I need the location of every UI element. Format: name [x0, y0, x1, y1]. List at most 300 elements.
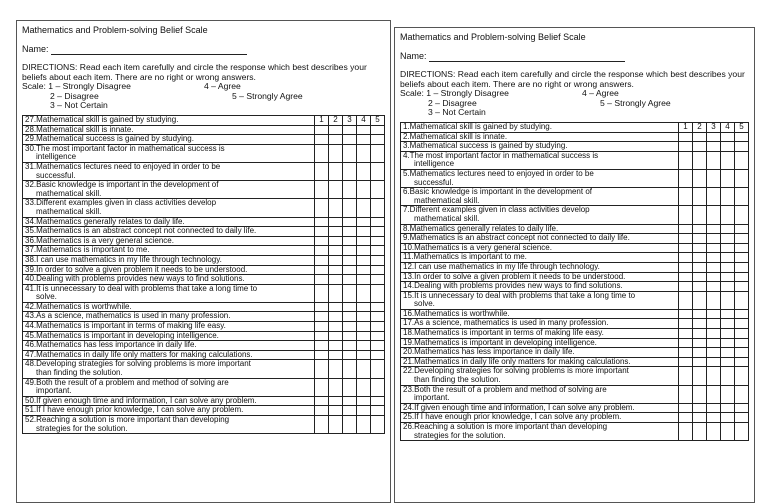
rating-cell-2[interactable] [693, 329, 707, 339]
rating-cell-5[interactable] [371, 331, 385, 341]
rating-cell-1[interactable] [315, 265, 329, 275]
rating-cell-2[interactable] [693, 423, 707, 441]
rating-cell-1[interactable] [679, 338, 693, 348]
rating-cell-3[interactable] [707, 385, 721, 403]
rating-cell-4[interactable] [357, 360, 371, 378]
rating-cell-4[interactable] [721, 188, 735, 206]
rating-cell-3[interactable] [343, 135, 357, 145]
rating-cell-4[interactable] [357, 236, 371, 246]
rating-cell-4[interactable] [721, 338, 735, 348]
rating-cell-4[interactable] [357, 406, 371, 416]
rating-cell-3[interactable] [707, 151, 721, 169]
rating-cell-5[interactable] [371, 416, 385, 434]
rating-cell-5[interactable]: 5 [371, 116, 385, 126]
rating-cell-5[interactable] [735, 385, 749, 403]
question-table [22, 115, 385, 434]
rating-cell-1[interactable]: 1 [315, 116, 329, 126]
rating-cell-1[interactable] [679, 309, 693, 319]
rating-cell-2[interactable] [693, 338, 707, 348]
statement-text: Mathematics is an abstract concept not connected to daily life. [36, 226, 257, 236]
rating-cell-2[interactable] [329, 135, 343, 145]
rating-cell-5[interactable] [371, 312, 385, 322]
rating-cell-2[interactable] [693, 348, 707, 358]
rating-cell-5[interactable] [735, 329, 749, 339]
rating-cell-1[interactable] [315, 162, 329, 180]
rating-cell-5[interactable] [735, 224, 749, 234]
rating-cell-4[interactable] [357, 284, 371, 302]
rating-cell-3[interactable] [707, 338, 721, 348]
item-number: 5. [403, 169, 410, 178]
rating-cell-1[interactable] [315, 341, 329, 351]
statement-line [403, 404, 677, 413]
rating-cell-3[interactable] [343, 144, 357, 162]
rating-cell-3[interactable] [343, 246, 357, 256]
rating-cell-4[interactable] [357, 255, 371, 265]
rating-cell-1[interactable]: 1 [679, 123, 693, 133]
rating-cell-1[interactable] [679, 403, 693, 413]
rating-cell-4[interactable] [357, 302, 371, 312]
rating-cell-4[interactable] [721, 367, 735, 385]
rating-cell-1[interactable] [679, 367, 693, 385]
rating-cell-4[interactable] [357, 144, 371, 162]
rating-cell-3[interactable] [707, 423, 721, 441]
rating-cell-3[interactable] [707, 132, 721, 142]
rating-cell-3[interactable] [343, 322, 357, 332]
rating-cell-2[interactable] [693, 224, 707, 234]
rating-cell-1[interactable] [315, 322, 329, 332]
rating-cell-5[interactable] [735, 272, 749, 282]
rating-cell-1[interactable] [315, 275, 329, 285]
rating-cell-2[interactable] [693, 291, 707, 309]
rating-cell-3[interactable]: 3 [343, 116, 357, 126]
rating-cell-4[interactable] [721, 234, 735, 244]
rating-cell-1[interactable] [679, 413, 693, 423]
rating-cell-4[interactable] [721, 329, 735, 339]
rating-cell-4[interactable] [721, 224, 735, 234]
rating-cell-3[interactable] [343, 378, 357, 396]
rating-cell-2[interactable] [329, 217, 343, 227]
rating-cell-5[interactable] [371, 378, 385, 396]
rating-cell-2[interactable] [693, 262, 707, 272]
rating-cell-3[interactable] [707, 291, 721, 309]
rating-cell-1[interactable] [679, 234, 693, 244]
rating-cell-1[interactable] [679, 272, 693, 282]
rating-cell-2[interactable] [329, 199, 343, 217]
rating-cell-4[interactable] [721, 282, 735, 292]
rating-cell-3[interactable] [343, 312, 357, 322]
rating-cell-2[interactable] [329, 360, 343, 378]
rating-cell-4[interactable] [721, 357, 735, 367]
statement-text: If I have enough prior knowledge, I can solve any problem. [36, 405, 244, 415]
statement-text: Mathematics in daily life only matters for making calculations. [414, 357, 631, 366]
rating-cell-3[interactable] [343, 162, 357, 180]
rating-cell-4[interactable]: 4 [357, 116, 371, 126]
rating-cell-5[interactable] [735, 282, 749, 292]
table-row [23, 116, 385, 126]
rating-cell-3[interactable] [707, 272, 721, 282]
rating-cell-3[interactable] [343, 217, 357, 227]
survey-page-left [16, 20, 391, 503]
rating-cell-1[interactable] [679, 329, 693, 339]
rating-cell-1[interactable] [679, 385, 693, 403]
table-row [23, 416, 385, 434]
rating-cell-2[interactable]: 2 [329, 116, 343, 126]
rating-cell-1[interactable] [679, 169, 693, 187]
rating-cell-2[interactable] [693, 142, 707, 152]
rating-cell-1[interactable] [315, 360, 329, 378]
rating-cell-2[interactable] [329, 181, 343, 199]
rating-cell-2[interactable] [693, 169, 707, 187]
rating-cell-4[interactable] [721, 206, 735, 224]
rating-cell-4[interactable] [721, 272, 735, 282]
rating-cell-1[interactable] [315, 199, 329, 217]
rating-cell-4[interactable] [357, 331, 371, 341]
rating-cell-5[interactable] [735, 169, 749, 187]
rating-cell-3[interactable] [343, 181, 357, 199]
rating-cell-5[interactable] [371, 406, 385, 416]
rating-cell-3[interactable] [707, 357, 721, 367]
rating-cell-4[interactable] [721, 169, 735, 187]
rating-cell-1[interactable] [679, 282, 693, 292]
rating-cell-5[interactable] [371, 275, 385, 285]
rating-cell-3[interactable] [707, 206, 721, 224]
rating-cell-5[interactable] [735, 234, 749, 244]
rating-cell-5[interactable] [735, 357, 749, 367]
item-number: 30. [25, 144, 37, 153]
rating-cell-1[interactable] [679, 188, 693, 206]
rating-cell-1[interactable] [315, 284, 329, 302]
item-number: 49. [25, 378, 37, 387]
rating-cell-3[interactable] [343, 125, 357, 135]
rating-cell-2[interactable]: 2 [693, 123, 707, 133]
rating-cell-3[interactable] [707, 169, 721, 187]
item-number: 10. [403, 243, 415, 252]
item-number: 38. [25, 255, 37, 264]
rating-cell-4[interactable] [357, 135, 371, 145]
rating-cell-1[interactable] [315, 416, 329, 434]
rating-cell-1[interactable] [679, 142, 693, 152]
rating-cell-5[interactable] [371, 246, 385, 256]
statement-continuation: solve. [414, 299, 435, 309]
rating-cell-2[interactable] [329, 125, 343, 135]
rating-cell-1[interactable] [679, 319, 693, 329]
rating-cell-1[interactable] [315, 125, 329, 135]
rating-cell-5[interactable] [371, 322, 385, 332]
rating-cell-5[interactable] [735, 151, 749, 169]
rating-cell-3[interactable] [707, 348, 721, 358]
rating-cell-5[interactable] [735, 403, 749, 413]
rating-cell-3[interactable] [343, 360, 357, 378]
rating-cell-4[interactable] [721, 319, 735, 329]
rating-cell-4[interactable] [721, 291, 735, 309]
rating-cell-3[interactable] [343, 416, 357, 434]
rating-cell-3[interactable] [707, 262, 721, 272]
rating-cell-4[interactable] [721, 142, 735, 152]
rating-cell-2[interactable] [329, 331, 343, 341]
rating-cell-4[interactable] [721, 243, 735, 253]
rating-cell-2[interactable] [329, 378, 343, 396]
scale-not-certain: 3 – Not Certain [50, 100, 108, 111]
rating-cell-4[interactable] [357, 341, 371, 351]
rating-cell-1[interactable] [315, 227, 329, 237]
scale-disagree: 2 – Disagree [50, 90, 99, 101]
rating-cell-1[interactable] [679, 243, 693, 253]
rating-cell-1[interactable] [315, 378, 329, 396]
rating-cell-5[interactable] [735, 309, 749, 319]
rating-cell-1[interactable] [679, 206, 693, 224]
statement-line [403, 244, 677, 253]
rating-cell-1[interactable] [315, 396, 329, 406]
rating-cell-2[interactable] [693, 188, 707, 206]
rating-cell-3[interactable] [707, 188, 721, 206]
rating-cell-4[interactable] [357, 416, 371, 434]
table-row [23, 236, 385, 246]
rating-cell-3[interactable] [343, 284, 357, 302]
rating-cell-4[interactable] [721, 253, 735, 263]
rating-cell-5[interactable] [371, 236, 385, 246]
rating-cell-1[interactable] [315, 406, 329, 416]
rating-cell-5[interactable] [371, 181, 385, 199]
rating-cell-2[interactable] [693, 413, 707, 423]
rating-cell-4[interactable] [721, 262, 735, 272]
rating-cell-5[interactable] [371, 144, 385, 162]
rating-cell-1[interactable] [315, 236, 329, 246]
statement-line [25, 303, 313, 312]
rating-cell-1[interactable] [679, 224, 693, 234]
rating-cell-4[interactable] [721, 309, 735, 319]
rating-cell-3[interactable] [343, 302, 357, 312]
rating-cell-4[interactable] [357, 199, 371, 217]
rating-cell-4[interactable] [357, 322, 371, 332]
rating-cell-2[interactable] [693, 272, 707, 282]
rating-cell-5[interactable] [371, 162, 385, 180]
rating-cell-5[interactable] [735, 367, 749, 385]
rating-cell-2[interactable] [693, 309, 707, 319]
rating-cell-4[interactable] [721, 423, 735, 441]
rating-cell-4[interactable] [357, 181, 371, 199]
rating-cell-2[interactable] [329, 322, 343, 332]
rating-cell-2[interactable] [693, 206, 707, 224]
rating-cell-2[interactable] [329, 396, 343, 406]
rating-cell-5[interactable] [735, 243, 749, 253]
rating-cell-5[interactable] [371, 125, 385, 135]
rating-cell-1[interactable] [315, 135, 329, 145]
rating-cell-2[interactable] [329, 265, 343, 275]
rating-cell-5[interactable] [371, 265, 385, 275]
rating-cell-2[interactable] [329, 302, 343, 312]
rating-cell-5[interactable] [735, 262, 749, 272]
rating-cell-2[interactable] [693, 357, 707, 367]
rating-cell-1[interactable] [315, 246, 329, 256]
rating-cell-2[interactable] [329, 312, 343, 322]
rating-cell-2[interactable] [693, 234, 707, 244]
rating-cell-5[interactable] [735, 413, 749, 423]
rating-cell-3[interactable] [343, 265, 357, 275]
rating-cell-1[interactable] [679, 357, 693, 367]
scale-strongly-disagree: Scale: 1 – Strongly Disagree [400, 88, 509, 98]
rating-cell-1[interactable] [679, 262, 693, 272]
rating-cell-2[interactable] [693, 132, 707, 142]
statement-line [25, 397, 313, 406]
rating-cell-2[interactable] [329, 162, 343, 180]
rating-cell-2[interactable] [329, 227, 343, 237]
rating-cell-5[interactable] [371, 217, 385, 227]
rating-cell-4[interactable] [357, 312, 371, 322]
rating-cell-2[interactable] [693, 282, 707, 292]
statement-text: Mathematics is worthwhile. [414, 309, 510, 318]
rating-cell-2[interactable] [329, 275, 343, 285]
rating-cell-3[interactable] [707, 367, 721, 385]
rating-cell-5[interactable] [371, 341, 385, 351]
statement-line [25, 406, 313, 415]
rating-cell-5[interactable] [735, 206, 749, 224]
rating-cell-5[interactable] [735, 188, 749, 206]
rating-cell-3[interactable] [707, 282, 721, 292]
rating-cell-1[interactable] [679, 348, 693, 358]
rating-cell-2[interactable] [693, 403, 707, 413]
rating-cell-3[interactable] [343, 331, 357, 341]
rating-cell-4[interactable] [357, 227, 371, 237]
rating-cell-3[interactable] [707, 234, 721, 244]
rating-cell-3[interactable] [707, 142, 721, 152]
rating-cell-2[interactable] [693, 367, 707, 385]
statement-cell [401, 123, 679, 133]
rating-cell-2[interactable] [329, 246, 343, 256]
rating-cell-3[interactable] [343, 255, 357, 265]
rating-cell-3[interactable] [707, 309, 721, 319]
rating-cell-3[interactable] [707, 329, 721, 339]
page-title: Mathematics and Problem-solving Belief Scale [400, 32, 586, 42]
rating-cell-5[interactable] [371, 284, 385, 302]
rating-cell-5[interactable] [735, 348, 749, 358]
rating-cell-5[interactable] [371, 360, 385, 378]
rating-cell-3[interactable] [343, 341, 357, 351]
rating-cell-4[interactable] [357, 162, 371, 180]
rating-cell-5[interactable] [735, 291, 749, 309]
rating-cell-3[interactable] [343, 406, 357, 416]
rating-cell-4[interactable] [357, 265, 371, 275]
item-number: 31. [25, 162, 37, 171]
rating-cell-4[interactable] [357, 246, 371, 256]
rating-cell-5[interactable] [371, 135, 385, 145]
table-row [401, 413, 749, 423]
rating-cell-4[interactable] [721, 132, 735, 142]
rating-cell-4[interactable] [357, 350, 371, 360]
rating-cell-4[interactable] [721, 413, 735, 423]
rating-cell-1[interactable] [679, 253, 693, 263]
rating-cell-3[interactable] [707, 413, 721, 423]
rating-cell-3[interactable] [343, 350, 357, 360]
rating-cell-1[interactable] [315, 144, 329, 162]
rating-cell-4[interactable] [721, 385, 735, 403]
statement-text: Mathematics lectures need to enjoyed in order to be [409, 169, 594, 178]
rating-cell-3[interactable] [707, 224, 721, 234]
rating-cell-2[interactable] [329, 255, 343, 265]
rating-cell-1[interactable] [679, 423, 693, 441]
table-row [401, 169, 749, 187]
rating-cell-2[interactable] [329, 406, 343, 416]
rating-cell-1[interactable] [679, 151, 693, 169]
rating-cell-4[interactable]: 4 [721, 123, 735, 133]
rating-cell-1[interactable] [679, 132, 693, 142]
rating-cell-4[interactable] [721, 348, 735, 358]
rating-cell-2[interactable] [329, 341, 343, 351]
item-number: 37. [25, 245, 37, 255]
rating-cell-1[interactable] [315, 217, 329, 227]
statement-line [403, 123, 677, 132]
rating-cell-5[interactable] [371, 227, 385, 237]
rating-cell-2[interactable] [693, 243, 707, 253]
statement-line [403, 142, 677, 151]
item-number: 27. [25, 115, 37, 124]
rating-cell-4[interactable] [357, 396, 371, 406]
rating-cell-3[interactable] [707, 319, 721, 329]
rating-cell-3[interactable] [343, 396, 357, 406]
rating-cell-3[interactable] [707, 253, 721, 263]
question-table [400, 122, 749, 441]
rating-cell-5[interactable]: 5 [735, 123, 749, 133]
rating-cell-2[interactable] [329, 350, 343, 360]
name-field [400, 51, 749, 62]
statement-cell [401, 338, 679, 348]
rating-cell-5[interactable] [735, 423, 749, 441]
rating-cell-3[interactable] [343, 236, 357, 246]
rating-cell-2[interactable] [329, 284, 343, 302]
rating-cell-5[interactable] [371, 199, 385, 217]
rating-cell-1[interactable] [315, 350, 329, 360]
rating-cell-5[interactable] [371, 350, 385, 360]
rating-cell-3[interactable] [343, 199, 357, 217]
rating-cell-5[interactable] [371, 255, 385, 265]
item-number: 33. [25, 198, 37, 208]
rating-cell-5[interactable] [735, 253, 749, 263]
rating-cell-1[interactable] [315, 181, 329, 199]
rating-cell-5[interactable] [371, 396, 385, 406]
statement-line [25, 218, 313, 227]
rating-cell-4[interactable] [721, 151, 735, 169]
rating-cell-1[interactable] [315, 331, 329, 341]
rating-cell-5[interactable] [735, 142, 749, 152]
rating-cell-2[interactable] [329, 144, 343, 162]
rating-cell-4[interactable] [721, 403, 735, 413]
rating-cell-4[interactable] [357, 275, 371, 285]
statement-line [403, 253, 677, 262]
rating-cell-4[interactable] [357, 217, 371, 227]
rating-cell-3[interactable] [343, 275, 357, 285]
item-number: 12. [403, 262, 415, 271]
rating-cell-3[interactable] [707, 403, 721, 413]
rating-cell-1[interactable] [679, 291, 693, 309]
rating-cell-4[interactable] [357, 125, 371, 135]
rating-cell-3[interactable] [343, 227, 357, 237]
rating-cell-3[interactable] [707, 243, 721, 253]
rating-cell-2[interactable] [329, 236, 343, 246]
rating-cell-4[interactable] [357, 378, 371, 396]
rating-cell-5[interactable] [735, 338, 749, 348]
rating-cell-1[interactable] [315, 302, 329, 312]
rating-cell-1[interactable] [315, 312, 329, 322]
rating-cell-2[interactable] [693, 253, 707, 263]
rating-cell-2[interactable] [329, 416, 343, 434]
rating-cell-3[interactable]: 3 [707, 123, 721, 133]
rating-cell-5[interactable] [735, 132, 749, 142]
rating-cell-2[interactable] [693, 151, 707, 169]
rating-cell-2[interactable] [693, 319, 707, 329]
rating-cell-1[interactable] [315, 255, 329, 265]
rating-cell-2[interactable] [693, 385, 707, 403]
rating-cell-5[interactable] [735, 319, 749, 329]
rating-cell-5[interactable] [371, 302, 385, 312]
